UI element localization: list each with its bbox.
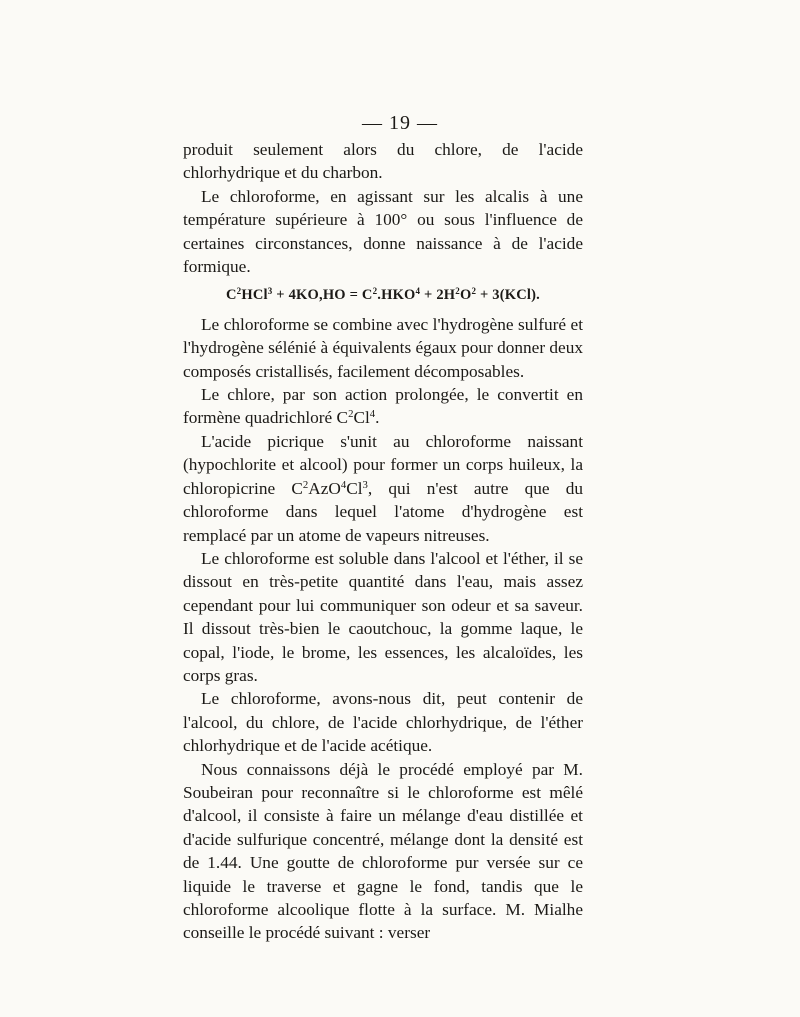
paragraph: Le chloroforme est soluble dans l'alcool et l'éther, il se dissout en très-petite quantité dans l'eau, mais assez cependant pour lui communiquer son odeur et sa saveur. Il dissout très-bien le caoutchouc, la gomme laque, le copal, l'iode, le brome, les essences, les alcaloïdes, les corps gras. — [183, 548, 583, 685]
paragraph: L'acide picrique s'unit au chloroforme naissant (hypochlorite et alcool) pour former un corps huileux, la chloropicrine $C^2AzO^4Cl^3$, qui n'est autre que du chloroforme dans lequel l'atome d'hydrogène est remplacé par un atome de vapeurs nitreuses. — [183, 431, 583, 545]
body-text — [183, 138, 583, 945]
paragraph: Le chlore, par son action prolongée, le convertit en formène quadrichloré $C^2Cl^4$. — [183, 385, 583, 428]
paragraph: Le chloroforme se combine avec l'hydrogène sulfuré et l'hydrogène sélénié à équivalents égaux pour donner deux composés cristallisés, facilement décomposables. — [183, 314, 583, 381]
paragraph: Le chloroforme, avons-nous dit, peut contenir de l'alcool, du chlore, de l'acide chlorhydrique, de l'éther chlorhydrique et de l'acide acétique. — [183, 689, 583, 756]
paragraph: produit seulement alors du chlore, de l'acide chlorhydrique et du charbon. — [183, 140, 583, 183]
paragraph: Nous connaissons déjà le procédé employé par M. Soubeiran pour reconnaître si le chloroforme est mêlé d'alcool, il consiste à faire un mélange d'eau distillée et d'acide sulfurique concentré, mélange dont la densité est de 1.44. Une goutte de chloroforme pur versée sur ce liquide le traverse et gagne le fond, tandis que le chloroforme alcoolique flotte à la surface. M. Mialhe conseille le procédé suivant : verser — [183, 759, 583, 943]
paragraph: Le chloroforme, en agissant sur les alcalis à une température supérieure à 100° ou sous l'influence de certaines circonstances, donne naissance à de l'acide formique. — [183, 186, 583, 277]
page-number: — 19 — — [362, 112, 438, 134]
chemical-formula: $C^2HCl^3 + 4KO,HO = C^2.HKO^4 + 2H^2O^2 + 3(KCl)$. — [226, 286, 540, 304]
